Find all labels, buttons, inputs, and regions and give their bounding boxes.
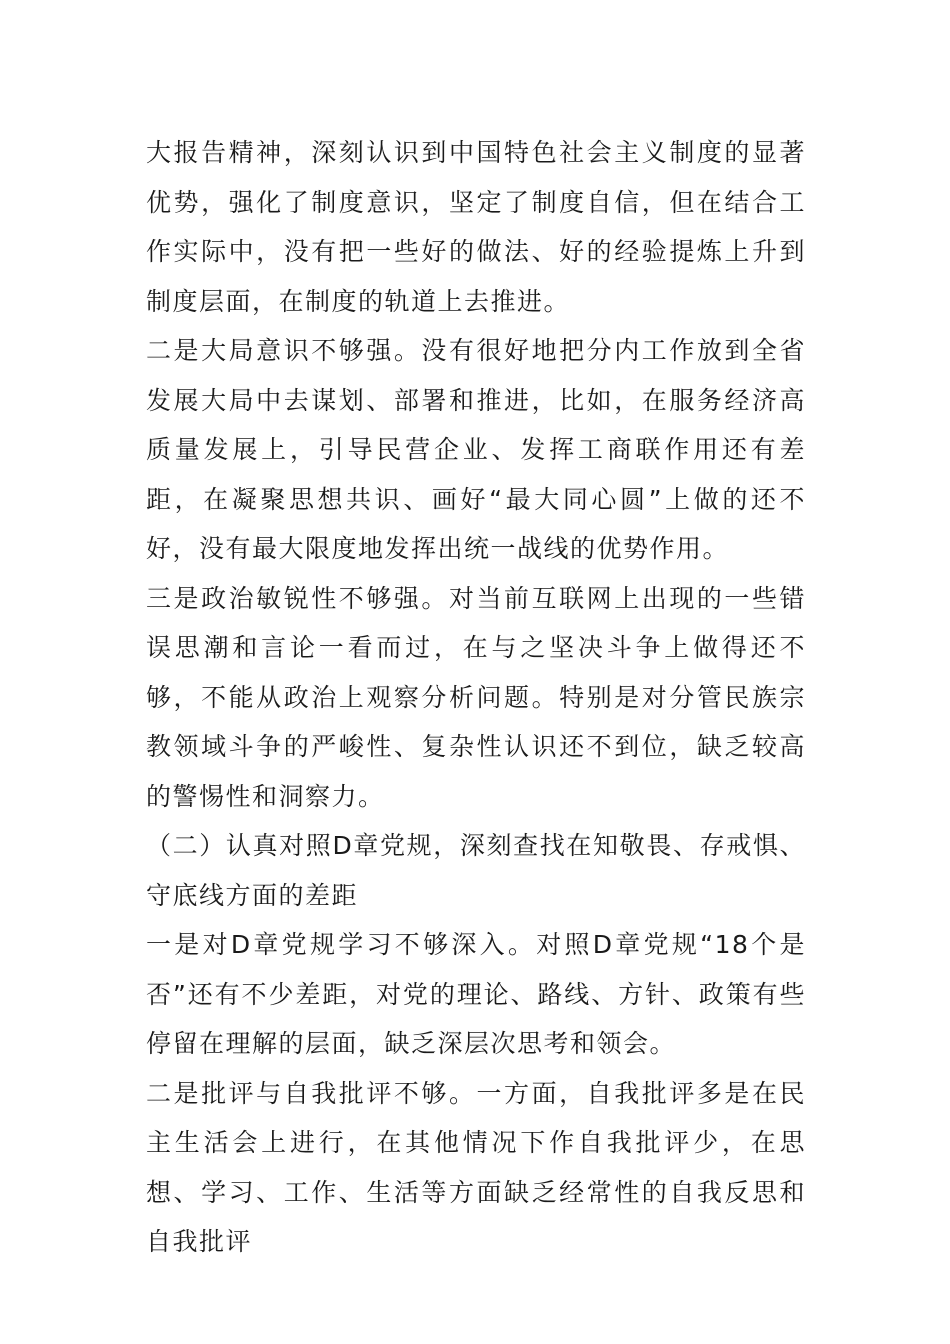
paragraph-party-rules-study: 一是对D章党规学习不够深入。对照D章党规“18个是否”还有不少差距，对党的理论、路线、方针、政策有些停留在理解的层面，缺乏深层次思考和领会。 [146, 930, 806, 1058]
paragraph-criticism-self-criticism: 二是批评与自我批评不够。一方面，自我批评多是在民主生活会上进行，在其他情况下作自我批评少，在思想、学习、工作、生活等方面缺乏经常性的自我反思和自我批评 [146, 1078, 806, 1256]
paragraph-institutional-confidence: 大报告精神，深刻认识到中国特色社会主义制度的显著优势，强化了制度意识，坚定了制度自信，但在结合工作实际中，没有把一些好的做法、好的经验提炼上升到制度层面，在制度的轨道上去推进。 [146, 138, 806, 316]
paragraph-political-sensitivity: 三是政治敏锐性不够强。对当前互联网上出现的一些错误思潮和言论一看而过，在与之坚决斗争上做得还不够，不能从政治上观察分析问题。特别是对分管民族宗教领域斗争的严峻性、复杂性认识还不到位，缺乏较高的警惕性和洞察力。 [146, 583, 806, 811]
section-heading-two: （二）认真对照D章党规，深刻查找在知敬畏、存戒惧、守底线方面的差距 [146, 831, 806, 910]
document-body [146, 128, 806, 1267]
paragraph-overall-awareness: 二是大局意识不够强。没有很好地把分内工作放到全省发展大局中去谋划、部署和推进，比如，在服务经济高质量发展上，引导民营企业、发挥工商联作用还有差距，在凝聚思想共识、画好“最大同心圆”上做的还不好，没有最大限度地发挥出统一战线的优势作用。 [146, 336, 806, 563]
